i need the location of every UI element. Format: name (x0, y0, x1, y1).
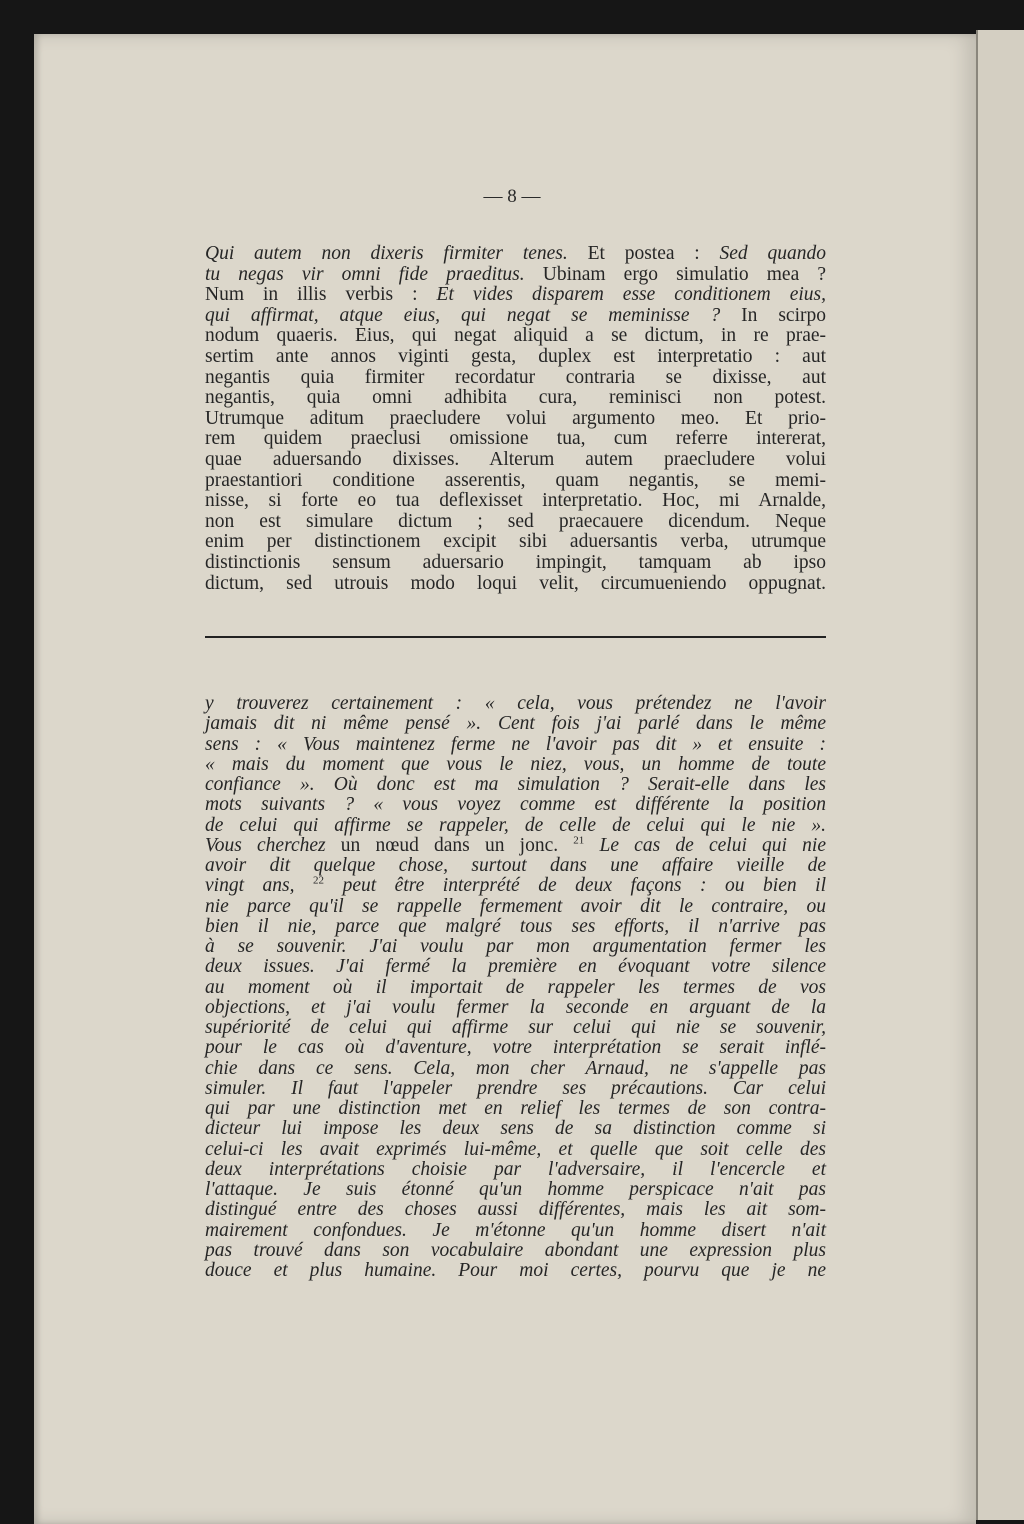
text-segment: dicteur lui impose les deux sens de sa distinction comme si (205, 1118, 826, 1140)
text-segment: qui par une distinction met en relief les termes de son contra- (205, 1098, 826, 1119)
text-line (205, 917, 826, 937)
text-line (205, 471, 826, 492)
text-segment: Et postea : (567, 243, 720, 264)
text-line (205, 836, 826, 856)
text-segment: de celui qui affirme se rappeler, de celle de celui qui le nie ». (205, 814, 826, 836)
footnote-ref: 21 (573, 834, 585, 847)
text-line (205, 957, 826, 977)
text-line (205, 795, 826, 815)
text-segment: Vous cherchez (205, 834, 326, 856)
text-line (205, 326, 826, 347)
text-line (205, 694, 826, 714)
text-line (205, 409, 826, 430)
text-line (205, 265, 826, 286)
text-segment: vingt ans, (205, 875, 314, 897)
text-line (205, 512, 826, 533)
text-segment: nodum quaeris. Eius, qui negat aliquid a se dictum, in re prae- (205, 325, 826, 347)
text-line (205, 347, 826, 368)
text-segment: distinctionis sensum aduersario impingit, tamquam ab ipso (205, 551, 826, 573)
text-line (205, 491, 826, 512)
text-line (205, 775, 826, 795)
text-line (205, 1241, 826, 1261)
text-segment: à se souvenir. J'ai voulu par mon argumentation fermer les (205, 936, 826, 957)
text-segment: Ubinam ergo simulatio mea ? (524, 263, 826, 285)
text-line (205, 553, 826, 574)
text-line (205, 735, 826, 755)
text-line (205, 1099, 826, 1119)
text-segment: dictum, sed utrouis modo loqui velit, circumueniendo oppugnat. (205, 572, 826, 594)
text-segment: bien il nie, parce que malgré tous ses efforts, il n'arrive pas (205, 915, 826, 937)
text-line (205, 998, 826, 1018)
text-segment: sertim ante annos viginti gesta, duplex est interpretatio : aut (205, 345, 826, 367)
french-translation-paragraph (205, 694, 826, 1281)
text-line (205, 1038, 826, 1058)
text-line (205, 937, 826, 957)
text-line (205, 897, 826, 917)
text-segment: sens : « Vous maintenez ferme ne l'avoir pas dit » et ensuite : (205, 733, 826, 755)
text-line (205, 1119, 826, 1139)
page-number: — 8 — (483, 186, 541, 207)
text-segment: praestantiori conditione asserentis, quam negantis, se memi- (205, 469, 826, 491)
text-segment: Le cas de celui qui nie (584, 834, 826, 856)
text-segment: nie parce qu'il se rappelle fermement avoir dit le contraire, ou (205, 895, 826, 917)
text-segment: y trouverez certainement : « cela, vous prétendez ne l'avoir (205, 693, 826, 714)
text-line (205, 1180, 826, 1200)
text-segment: distingué entre des choses aussi différentes, mais les ait som- (205, 1199, 826, 1221)
text-segment: objections, et j'ai voulu fermer la seconde en arguant de la (205, 996, 826, 1018)
text-segment: chie dans ce sens. Cela, mon cher Arnaud, ne s'appelle pas (205, 1057, 826, 1079)
text-line (205, 856, 826, 876)
text-segment: au moment où il importait de rappeler les termes de vos (205, 976, 826, 998)
text-line (205, 1221, 826, 1241)
text-line (205, 1140, 826, 1160)
text-segment: confiance ». Où donc est ma simulation ? Serait-elle dans les (205, 774, 826, 795)
text-segment: In scirpo (720, 304, 826, 326)
text-segment: quae aduersando dixisses. Alterum autem praecludere volui (205, 448, 826, 470)
text-line (205, 244, 826, 265)
text-line (205, 285, 826, 306)
text-line (205, 429, 826, 450)
text-segment: avoir dit quelque chose, surtout dans une affaire vieille de (205, 855, 826, 876)
text-segment: deux interprétations choisie par l'adversaire, il l'encercle et (205, 1158, 826, 1180)
text-segment: negantis, quia omni adhibita cura, reminisci non potest. (205, 387, 826, 409)
text-segment: enim per distinctionem excipit sibi aduersantis verba, utrumque (205, 531, 826, 553)
text-line (205, 532, 826, 553)
text-segment: tu negas vir omni fide praeditus. (205, 263, 525, 285)
text-segment: Num in illis verbis : (205, 284, 437, 306)
text-segment: l'attaque. Je suis étonné qu'un homme perspicace n'ait pas (205, 1179, 826, 1200)
text-segment: simuler. Il faut l'appeler prendre ses précautions. Car celui (205, 1077, 826, 1099)
text-segment: supériorité de celui qui affirme sur celui qui nie se souvenir, (205, 1017, 826, 1038)
text-segment: Sed quando (719, 243, 826, 264)
text-segment: Et vides disparem esse conditionem eius, (436, 284, 826, 306)
text-segment: peut être interprété de deux façons : ou bien il (324, 875, 826, 897)
text-segment: deux issues. J'ai fermé la première en évoquant votre silence (205, 956, 826, 978)
text-segment: rem quidem praeclusi omissione tua, cum referre intererat, (205, 428, 826, 450)
text-segment: un nœud dans un jonc. (325, 834, 574, 856)
latin-paragraph (205, 244, 826, 594)
text-line (205, 1059, 826, 1079)
text-segment: Qui autem non dixeris firmiter tenes. (205, 243, 568, 264)
text-segment: nisse, si forte eo tua deflexisset interpretatio. Hoc, mi Arnalde, (205, 490, 826, 512)
text-segment: douce et plus humaine. Pour moi certes, pourvu que je ne (205, 1260, 826, 1281)
text-segment: mots suivants ? « vous voyez comme est différente la position (205, 794, 826, 816)
text-line (205, 306, 826, 327)
text-segment: Utrumque aditum praecludere volui argumento meo. Et prio- (205, 407, 826, 429)
text-line (205, 1261, 826, 1281)
text-line (205, 368, 826, 389)
text-line (205, 755, 826, 775)
text-segment: celui-ci les avait exprimés lui-même, et quelle que soit celle des (205, 1138, 826, 1160)
text-line (205, 450, 826, 471)
separator-rule (205, 636, 826, 638)
text-segment: pas trouvé dans son vocabulaire abondant une expression plus (205, 1239, 826, 1261)
text-line (205, 714, 826, 734)
footnote-ref: 22 (313, 874, 325, 887)
text-line (205, 876, 826, 896)
text-segment: non est simulare dictum ; sed praecauere dicendum. Neque (205, 510, 826, 532)
text-segment: negantis quia firmiter recordatur contraria se dixisse, aut (205, 366, 826, 388)
text-line (205, 1018, 826, 1038)
text-line (205, 1200, 826, 1220)
text-line (205, 1079, 826, 1099)
text-segment: pour le cas où d'aventure, votre interprétation se serait inflé- (205, 1037, 826, 1059)
text-line (205, 978, 826, 998)
adjacent-page-edge (976, 30, 1024, 1520)
text-line (205, 816, 826, 836)
text-segment: « mais du moment que vous le niez, vous, un homme de toute (205, 753, 826, 775)
text-segment: jamais dit ni même pensé ». Cent fois j'ai parlé dans le même (205, 713, 826, 735)
text-line (205, 574, 826, 595)
text-segment: qui affirmat, atque eius, qui negat se meminisse ? (205, 304, 721, 326)
text-line (205, 1160, 826, 1180)
text-line (205, 388, 826, 409)
text-segment: mairement confondues. Je m'étonne qu'un homme disert n'ait (205, 1219, 826, 1241)
